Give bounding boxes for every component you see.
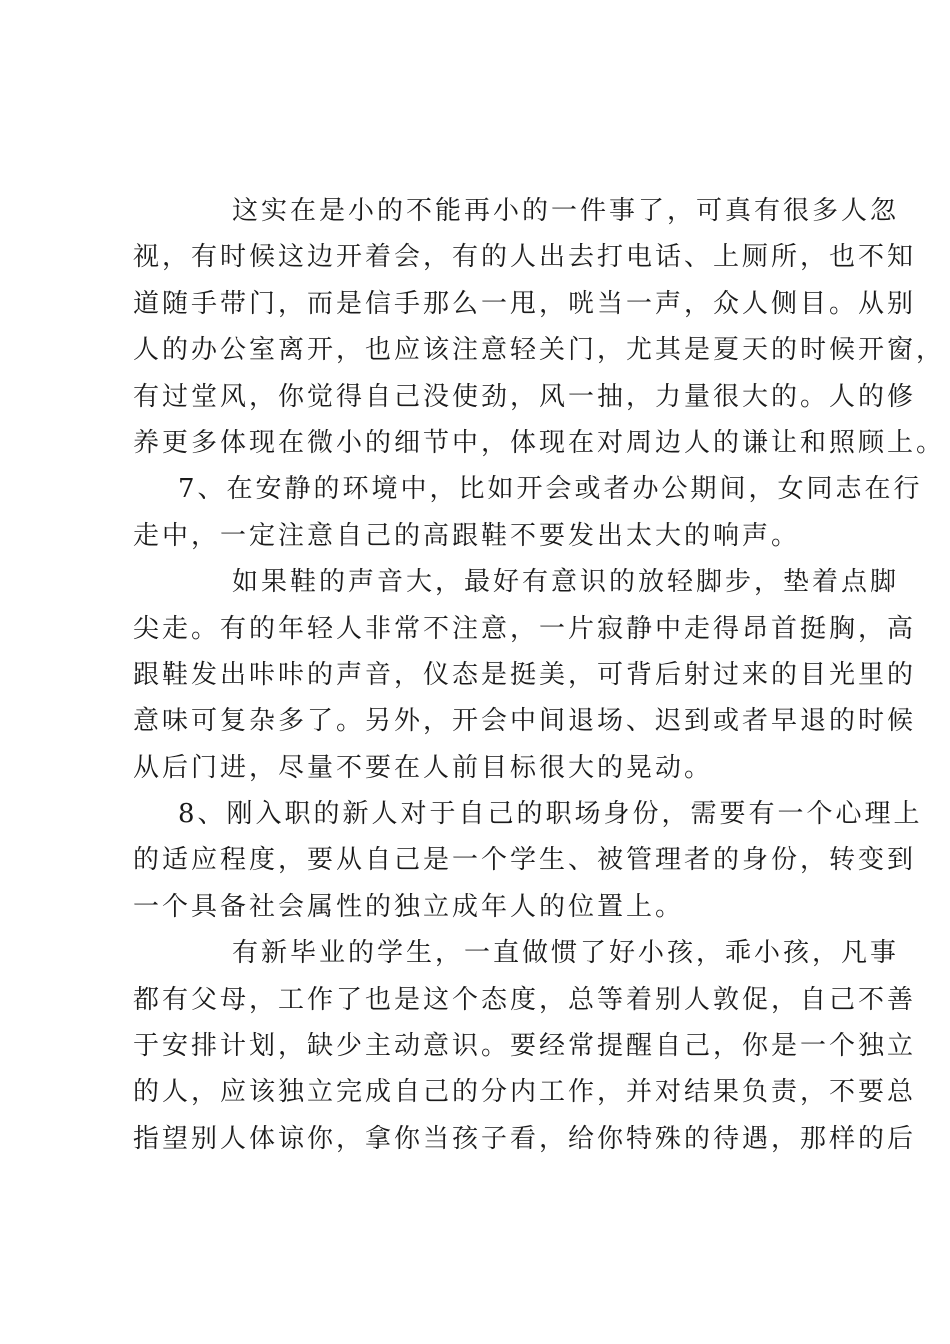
paragraph-line: 养更多体现在微小的细节中，体现在对周边人的谦让和照顾上。 <box>133 427 946 458</box>
paragraph-line: 道随手带门，而是信手那么一甩，咣当一声，众人侧目。从别 <box>133 288 917 319</box>
heading-line-8: 一个具备社会属性的独立成年人的位置上。 <box>133 891 685 922</box>
paragraph-line: 人的办公室离开，也应该注意轻关门，尤其是夏天的时候开窗， <box>133 335 946 366</box>
paragraph-line: 视，有时候这边开着会，有的人出去打电话、上厕所，也不知 <box>133 242 917 273</box>
paragraph-line: 有新毕业的学生，一直做惯了好小孩，乖小孩，凡事 <box>232 938 900 969</box>
paragraph-line: 的人，应该独立完成自己的分内工作，并对结果负责，不要总 <box>133 1077 917 1108</box>
heading-line-7: 走中，一定注意自己的高跟鞋不要发出太大的响声。 <box>133 520 801 551</box>
paragraph-line: 意味可复杂多了。另外，开会中间退场、迟到或者早退的时候 <box>133 706 917 737</box>
paragraph-line: 都有父母，工作了也是这个态度，总等着别人敦促，自己不善 <box>133 984 917 1015</box>
paragraph-line: 有过堂风，你觉得自己没使劲，风一抽，力量很大的。人的修 <box>133 381 917 412</box>
body-text <box>133 188 946 1162</box>
paragraph-line: 指望别人体谅你，拿你当孩子看，给你特殊的待遇，那样的后 <box>133 1123 917 1154</box>
paragraph-line: 尖走。有的年轻人非常不注意，一片寂静中走得昂首挺胸，高 <box>133 613 917 644</box>
paragraph-line: 从后门进，尽量不要在人前目标很大的晃动。 <box>133 752 714 783</box>
heading-line-7: 7、在安静的环境中，比如开会或者办公期间，女同志在行 <box>178 474 923 505</box>
paragraph-line: 于安排计划，缺少主动意识。要经常提醒自己，你是一个独立 <box>133 1031 917 1062</box>
heading-line-8: 的适应程度，要从自己是一个学生、被管理者的身份，转变到 <box>133 845 917 876</box>
paragraph-line: 如果鞋的声音大，最好有意识的放轻脚步，垫着点脚 <box>232 567 900 598</box>
heading-line-8: 8、刚入职的新人对于自己的职场身份，需要有一个心理上 <box>178 799 923 830</box>
paragraph-line: 跟鞋发出咔咔的声音，仪态是挺美，可背后射过来的目光里的 <box>133 659 917 690</box>
paragraph-line: 这实在是小的不能再小的一件事了，可真有很多人忽 <box>232 196 900 226</box>
